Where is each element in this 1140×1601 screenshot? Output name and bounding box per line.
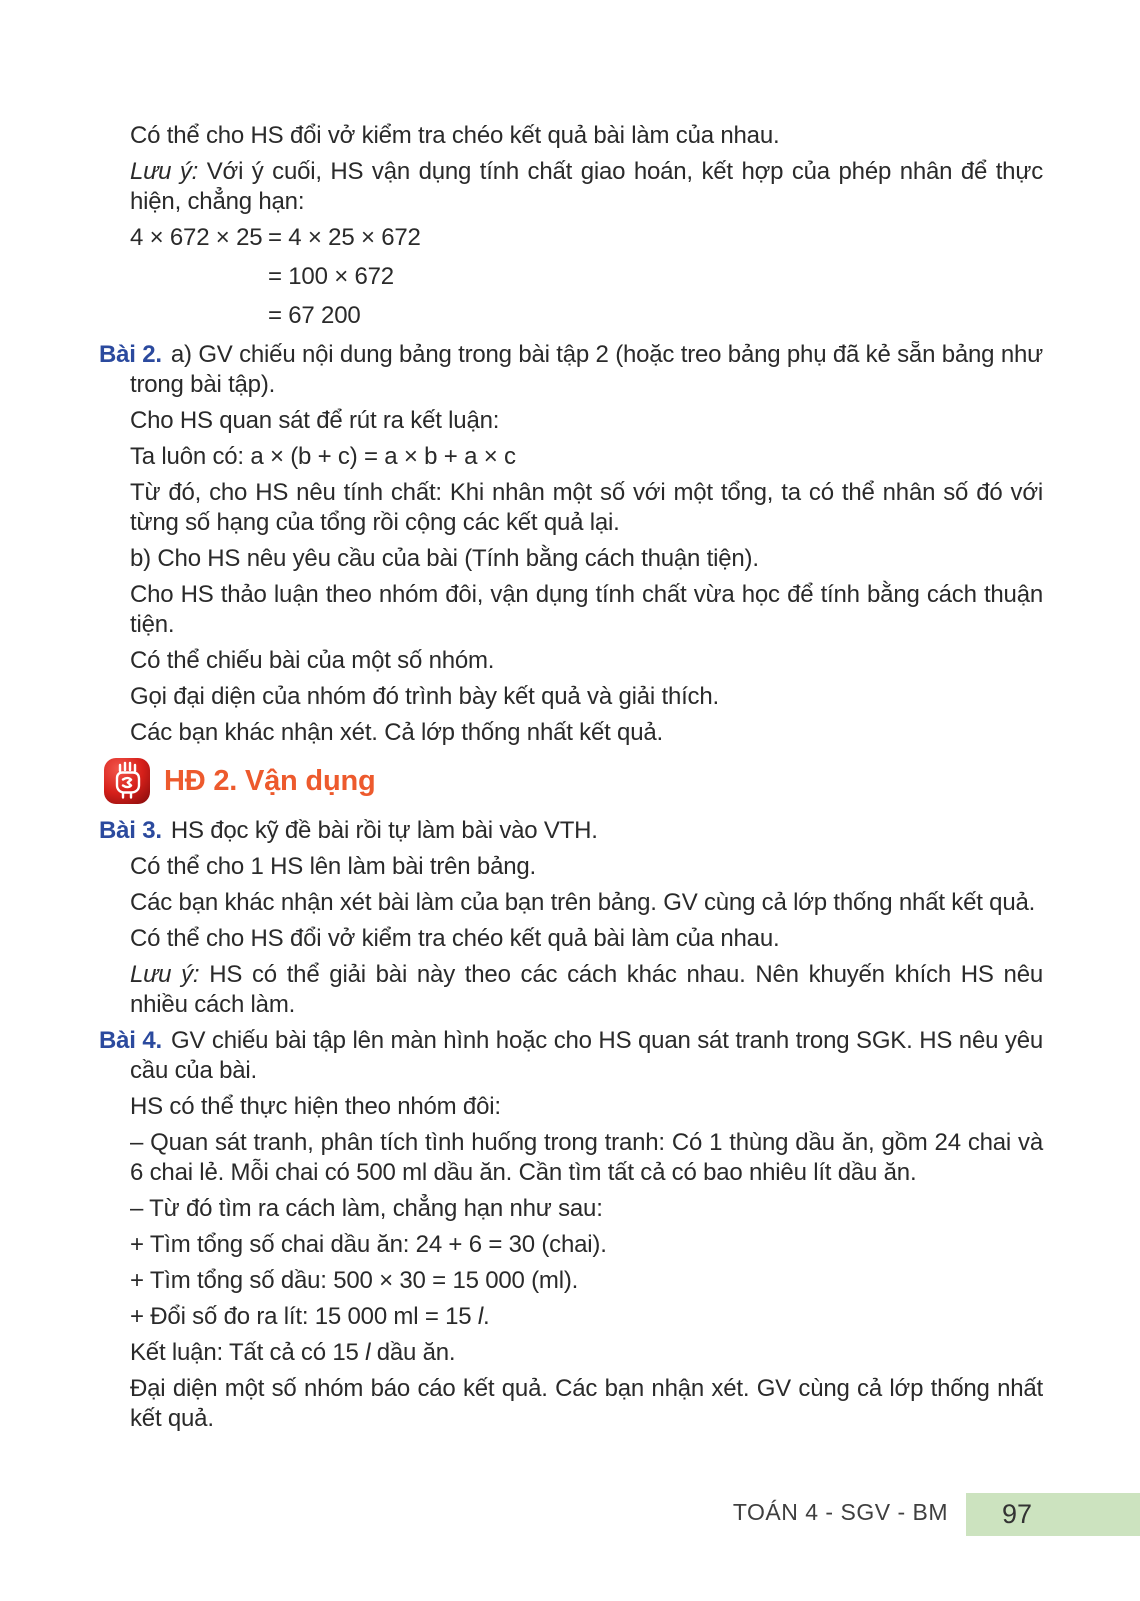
equation-lhs [130,262,268,292]
text-run: + Đổi số đo ra lít: 15 000 ml = 15 [130,1303,478,1330]
text-run: HS có thể thực hiện theo nhóm đôi: [130,1093,501,1120]
text-run: Từ đó, cho HS nêu tính chất: Khi nhân một số với một tổng, ta có thể nhân số đó với từng số hạng của tổng rồi cộng các kết quả lại. [130,479,1043,536]
text-run: Với ý cuối, HS vận dụng tính chất giao hoán, kết hợp của phép nhân để thực hiện, chẳng hạn: [130,158,1043,215]
equation-lhs: 4 × 672 × 25 [130,224,263,251]
text-run: Có thể cho 1 HS lên làm bài trên bảng. [130,853,536,880]
text-run: Có thể cho HS đổi vở kiểm tra chéo kết quả bài làm của nhau. [130,925,780,952]
exercise-paragraph [99,1026,1043,1086]
paragraph [130,888,1043,918]
italic-text: Lưu ý: [130,961,200,988]
paragraph [130,1128,1043,1188]
exercise-paragraph [99,340,1043,400]
paragraph [130,1266,1043,1296]
paragraph [130,646,1043,676]
activity-heading [103,757,1043,805]
paragraph [130,960,1043,1020]
paragraph [130,1338,1043,1368]
text-run: + Tìm tổng số chai dầu ăn: 24 + 6 = 30 (chai). [130,1231,607,1258]
text-run: . [483,1303,490,1330]
exercise-label: Bài 4. [99,1027,163,1054]
text-run: Có thể cho HS đổi vở kiểm tra chéo kết quả bài làm của nhau. [130,122,780,149]
equation-row [130,301,1043,331]
italic-text: Lưu ý: [130,158,199,185]
paragraph [130,121,1043,151]
paragraph [130,1194,1043,1224]
exercise-label: Bài 2. [99,341,162,368]
text-run: Cho HS thảo luận theo nhóm đôi, vận dụng tính chất vừa học để tính bằng cách thuận tiện. [130,581,1043,638]
equation-lhs [130,301,268,331]
equation-row [130,223,1043,253]
text-run: GV chiếu bài tập lên màn hình hoặc cho HS quan sát tranh trong SGK. HS nêu yêu cầu của bài. [130,1027,1043,1084]
text-run: Gọi đại diện của nhóm đó trình bày kết quả và giải thích. [130,683,719,710]
paragraph [130,1302,1043,1332]
text-run: dầu ăn. [370,1339,456,1366]
activity-heading-label: HĐ 2. Vận dụng [164,764,376,797]
italic-text: l [365,1339,371,1366]
text-run: Ta luôn có: a × (b + c) = a × b + a × c [130,443,516,470]
fist-icon [103,757,151,805]
page-number-box [966,1493,1140,1536]
equation-rhs: = 100 × 672 [268,263,394,290]
equation-rhs: = 67 200 [268,302,361,329]
exercise-label: Bài 3. [99,817,162,844]
paragraph [130,442,1043,472]
paragraph [130,1374,1043,1434]
text-run: Cho HS quan sát để rút ra kết luận: [130,407,500,434]
text-run: b) Cho HS nêu yêu cầu của bài (Tính bằng cách thuận tiện). [130,545,759,572]
equation-rhs: = 4 × 25 × 672 [268,224,421,251]
paragraph [130,544,1043,574]
paragraph [130,406,1043,436]
text-run: Kết luận: Tất cả có 15 [130,1339,366,1366]
equation-block [130,223,1043,331]
paragraph [130,478,1043,538]
paragraph [130,924,1043,954]
text-run: – Từ đó tìm ra cách làm, chẳng hạn như sau: [130,1195,603,1222]
text-run: Các bạn khác nhận xét bài làm của bạn trên bảng. GV cùng cả lớp thống nhất kết quả. [130,889,1036,916]
text-run: Có thể chiếu bài của một số nhóm. [130,647,495,674]
equation-row [130,262,1043,292]
text-run: HS có thể giải bài này theo các cách khác nhau. Nên khuyến khích HS nêu nhiều cách làm. [130,961,1043,1018]
paragraph [130,852,1043,882]
paragraph [130,580,1043,640]
paragraph [130,157,1043,217]
text-run: Đại diện một số nhóm báo cáo kết quả. Các bạn nhận xét. GV cùng cả lớp thống nhất kết quả. [130,1375,1043,1432]
text-run: Các bạn khác nhận xét. Cả lớp thống nhất kết quả. [130,719,663,746]
italic-text: l [477,1303,484,1330]
text-run: a) GV chiếu nội dung bảng trong bài tập 2 (hoặc treo bảng phụ đã kẻ sẵn bảng như trong bài tập). [130,341,1043,398]
text-run: + Tìm tổng số dầu: 500 × 30 = 15 000 (ml). [130,1267,579,1294]
paragraph [130,718,1043,748]
paragraph [130,682,1043,712]
paragraph [130,1230,1043,1260]
page-number: 97 [1002,1499,1033,1529]
exercise-paragraph [99,816,1043,846]
footer-book-title: TOÁN 4 - SGV - BM [732,1499,948,1525]
paragraph [130,1092,1043,1122]
text-run: HS đọc kỹ đề bài rồi tự làm bài vào VTH. [170,817,598,844]
text-run: – Quan sát tranh, phân tích tình huống trong tranh: Có 1 thùng dầu ăn, gồm 24 chai và 6 chai lẻ. Mỗi chai có 500 ml dầu ăn. Cần tìm tất cả có bao nhiêu lít dầu ăn. [130,1129,1043,1186]
